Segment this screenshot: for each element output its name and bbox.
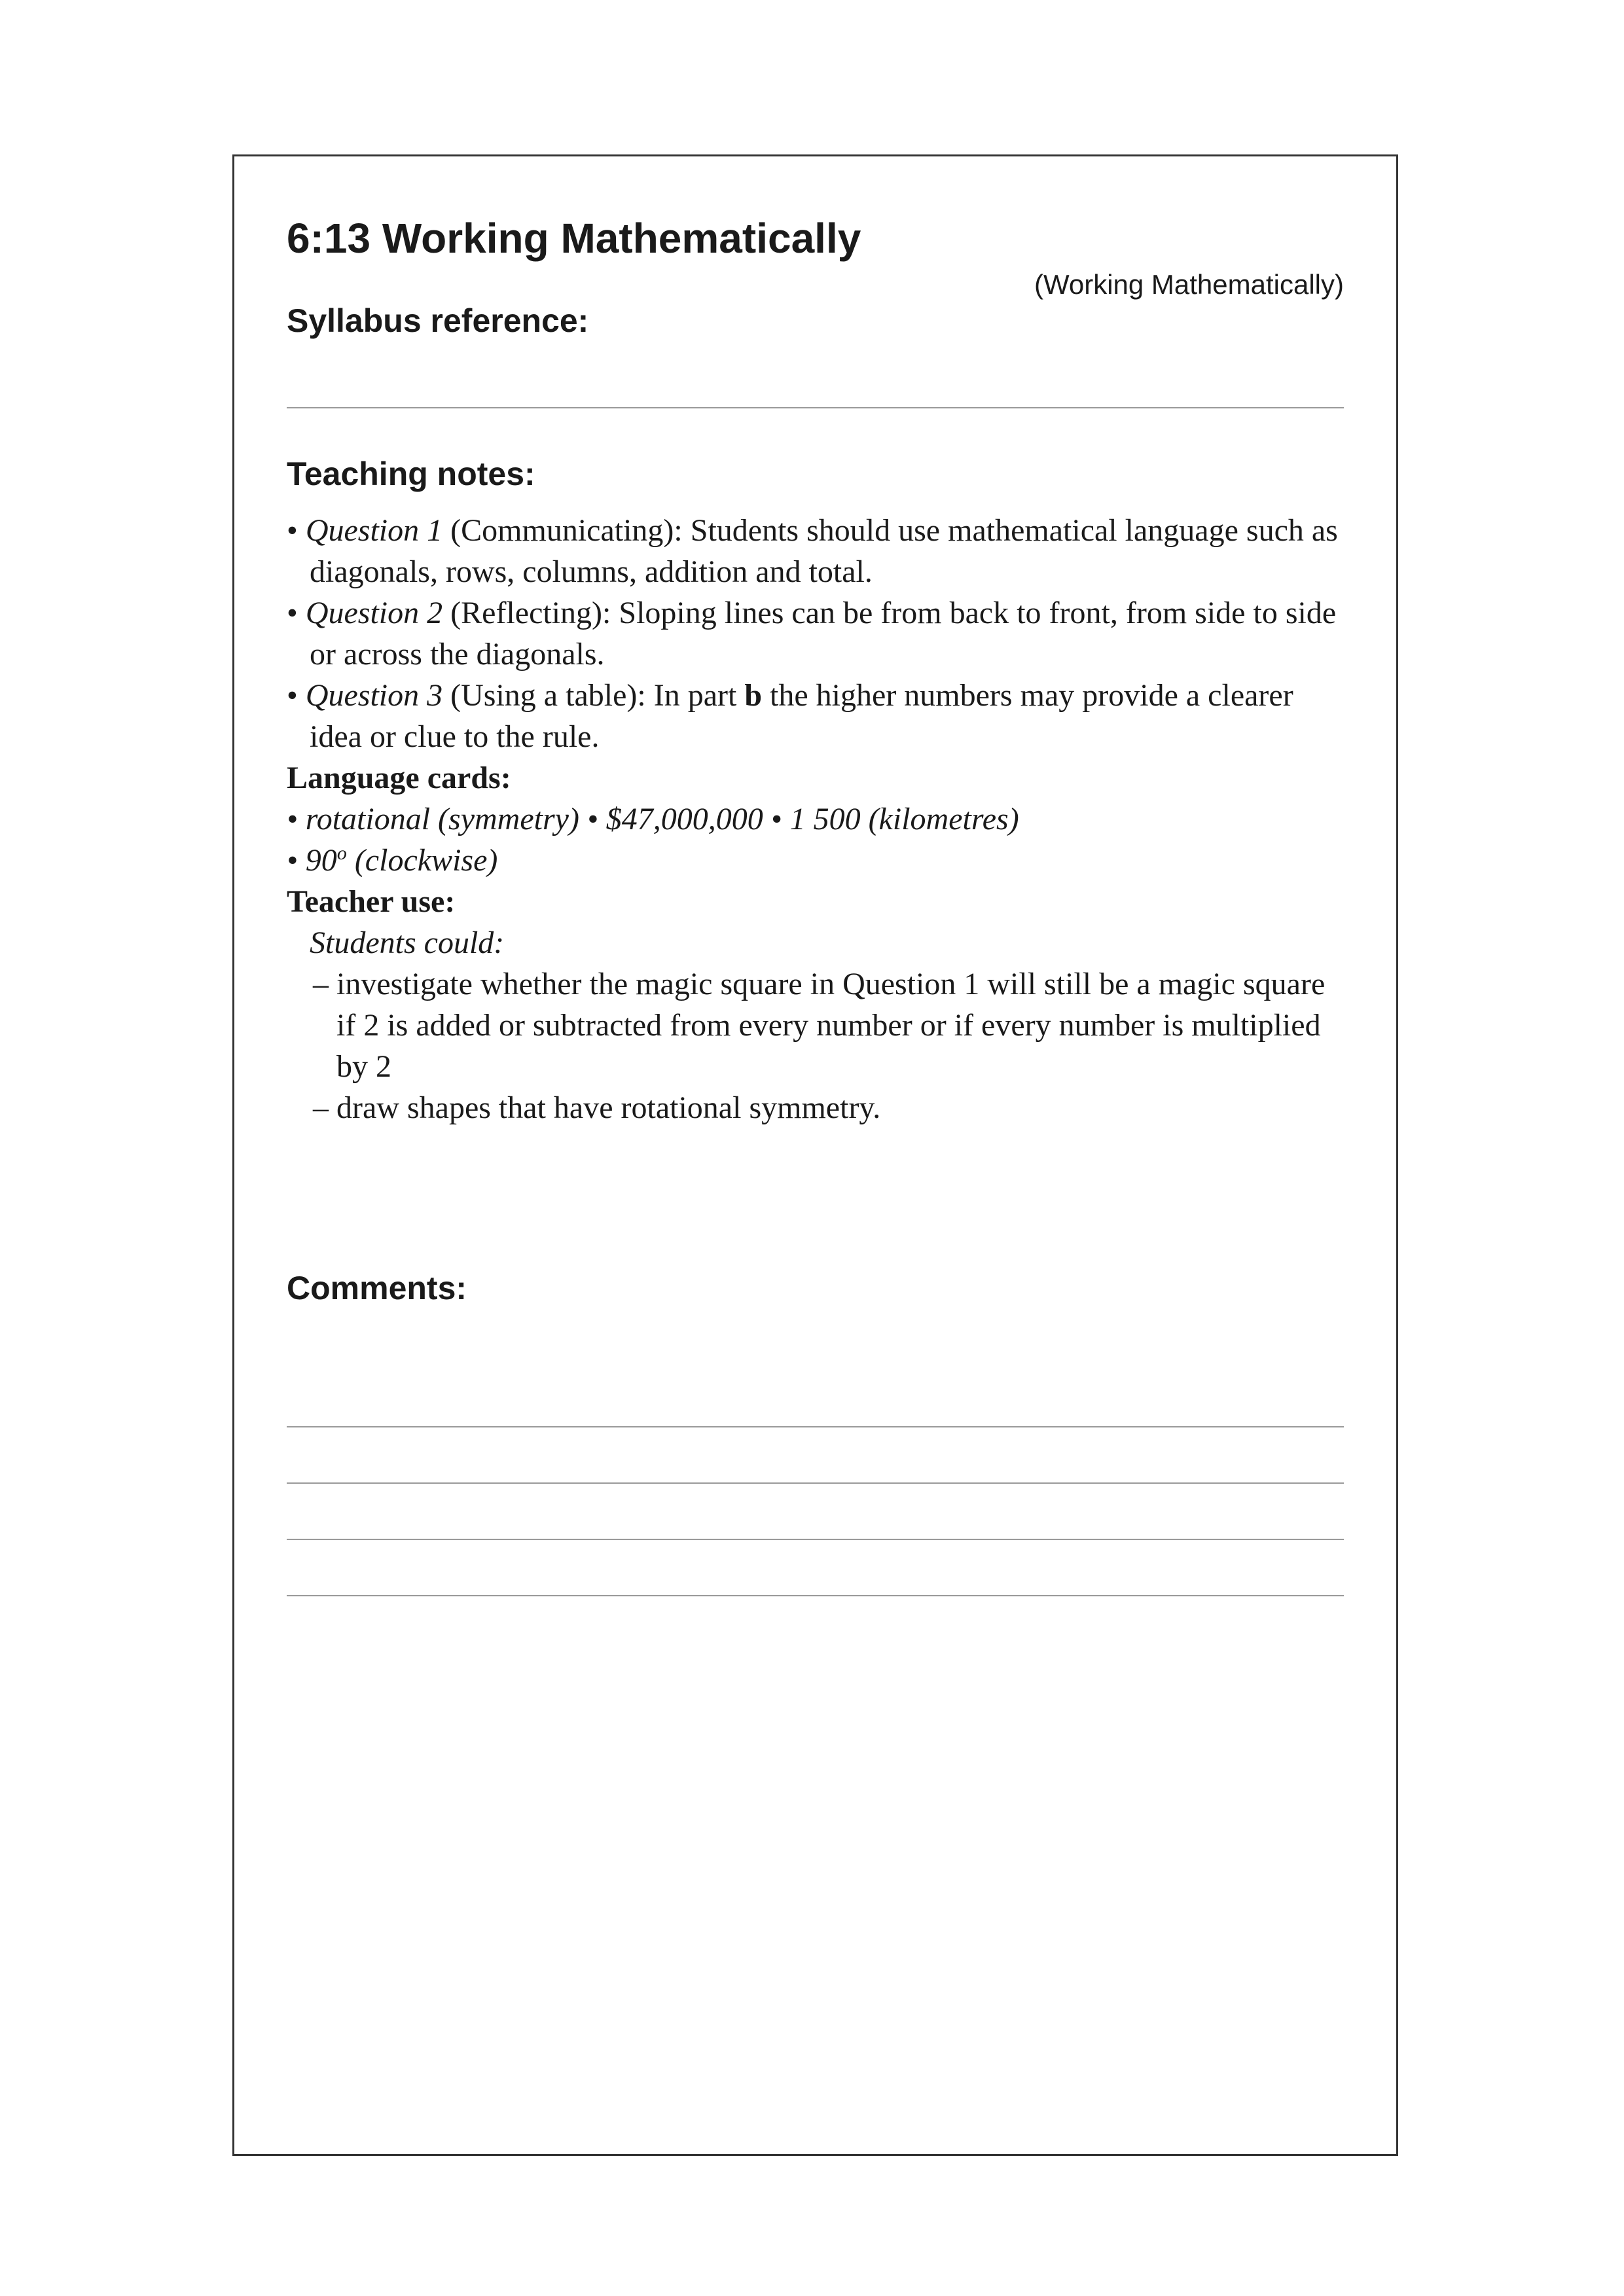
note-text: (Reflecting): Sloping lines can be from back to front, from side to side or across the diagonals. — [310, 596, 1337, 672]
bullet: • — [287, 678, 306, 713]
comment-write-line-4[interactable] — [287, 1595, 1344, 1596]
bullet: • — [287, 513, 306, 548]
teacher-use-heading: Teacher use: — [287, 884, 456, 919]
note-text: (Using a table): In part — [442, 678, 745, 713]
note-lead: Question 1 — [305, 513, 443, 548]
syllabus-heading: Syllabus reference: — [287, 302, 589, 339]
angle-unit: (clockwise) — [346, 843, 498, 878]
syllabus-write-line — [287, 407, 1344, 408]
note-lead: Question 3 — [305, 678, 443, 713]
teacher-use-item-1: – investigate whether the magic square in Question 1 will still be a magic square if 2 is added or subtracted from every number or if every number is multiplied by 2 — [313, 967, 1326, 1084]
angle-value: • 90 — [287, 843, 337, 878]
bullet: • — [287, 596, 306, 630]
teaching-notes-body — [287, 510, 1344, 1128]
note-question-3 — [287, 675, 1344, 757]
note-text: the higher numbers may provide a clearer idea or clue to the rule. — [310, 678, 1293, 754]
note-question-1 — [287, 510, 1344, 592]
teaching-notes-heading: Teaching notes: — [287, 456, 535, 492]
lesson-card — [232, 154, 1398, 2156]
page-title: 6:13 Working Mathematically — [287, 215, 861, 262]
note-text: (Communicating): Students should use mathematical language such as diagonals, rows, columns, addition and total. — [310, 513, 1338, 589]
note-lead: Question 2 — [305, 596, 443, 630]
language-cards-heading: Language cards: — [287, 761, 511, 795]
comment-write-line-3[interactable] — [287, 1539, 1344, 1540]
comment-write-line-1[interactable] — [287, 1426, 1344, 1427]
comment-write-line-2[interactable] — [287, 1482, 1344, 1484]
teacher-use-intro — [287, 922, 1344, 963]
language-cards-items: • rotational (symmetry) • $47,000,000 • 1 500 (kilometres) — [287, 802, 1019, 836]
teacher-use-item-2: – draw shapes that have rotational symmetry. — [313, 1090, 881, 1125]
language-cards-item-angle — [287, 843, 497, 878]
note-bold-part: b — [744, 678, 763, 713]
language-cards-line-1 — [287, 798, 1344, 840]
page-subtitle: (Working Mathematically) — [1034, 269, 1344, 300]
comments-heading: Comments: — [287, 1270, 467, 1306]
language-cards-line-2 — [287, 840, 1344, 881]
note-question-2 — [287, 592, 1344, 675]
degree-mark: o — [336, 842, 347, 864]
intro-text: Students could: — [310, 925, 505, 960]
